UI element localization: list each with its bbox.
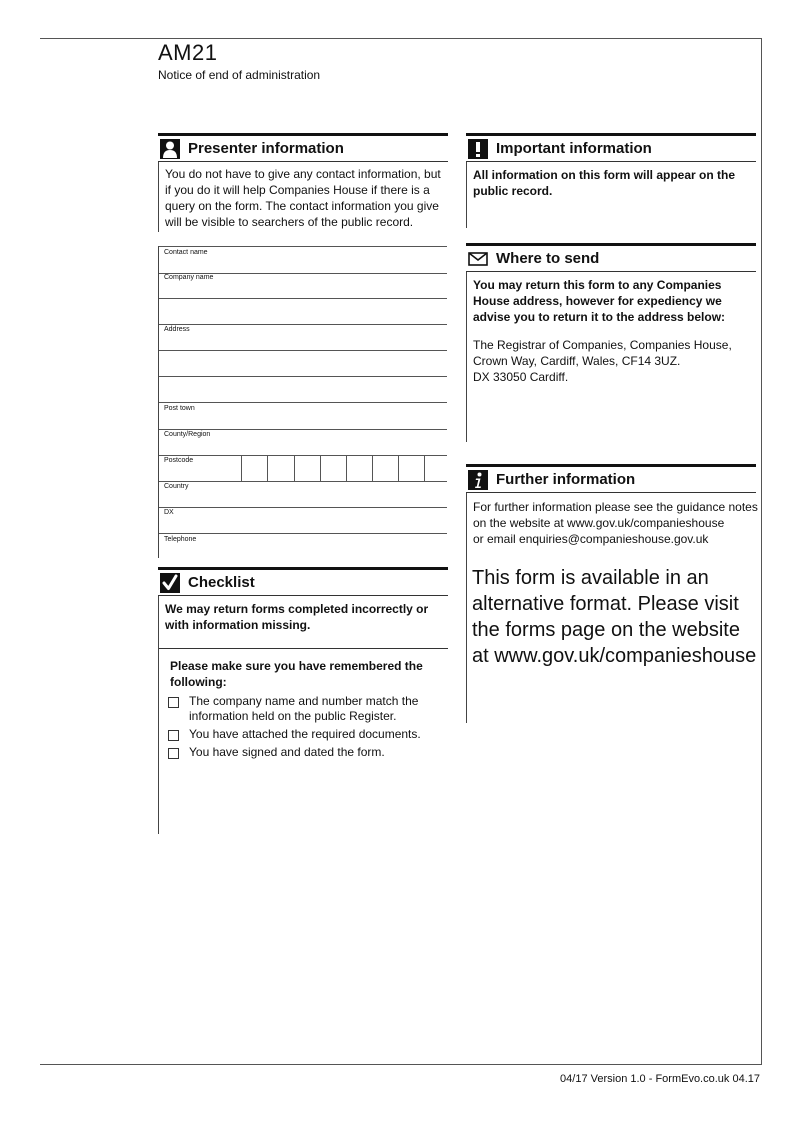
where-to-send-instructions: You may return this form to any Companies House address, however for expediency we advise you to return it to the address below: bbox=[473, 278, 726, 324]
company-name-label: Company name bbox=[164, 274, 214, 281]
checklist-divider bbox=[158, 648, 448, 649]
postcode-box-divider bbox=[398, 455, 399, 481]
checkbox[interactable] bbox=[168, 748, 179, 759]
where-to-send-left-rule bbox=[466, 272, 467, 442]
company-name-field-line2[interactable] bbox=[159, 298, 447, 325]
dx-field[interactable] bbox=[159, 507, 447, 534]
checkbox[interactable] bbox=[168, 697, 179, 708]
address-line-2: Crown Way, Cardiff, Wales, CF14 3UZ. bbox=[473, 354, 681, 368]
address-label: Address bbox=[164, 326, 190, 333]
exclamation-icon bbox=[468, 139, 488, 159]
postcode-box-divider bbox=[372, 455, 373, 481]
postcode-box-divider bbox=[241, 455, 242, 481]
bottom-rule bbox=[40, 1064, 762, 1065]
checklist-item[interactable] bbox=[168, 745, 428, 760]
address-field[interactable] bbox=[159, 324, 447, 351]
further-info-line-1: For further information please see the guidance notes bbox=[473, 500, 758, 514]
postcode-box-divider bbox=[424, 455, 425, 481]
checklist-warning: We may return forms completed incorrectly or with information missing. bbox=[165, 602, 429, 632]
form-subtitle: Notice of end of administration bbox=[158, 68, 321, 82]
check-icon bbox=[160, 573, 180, 593]
checklist-section-header bbox=[158, 567, 448, 596]
top-rule bbox=[40, 38, 762, 39]
important-text: All information on this form will appear on the public record. bbox=[473, 168, 736, 198]
further-info-left-rule bbox=[466, 493, 467, 723]
country-label: Country bbox=[164, 483, 189, 490]
postcode-box-divider bbox=[294, 455, 295, 481]
country-field[interactable] bbox=[159, 481, 447, 508]
postcode-box-divider bbox=[267, 455, 268, 481]
address-line-1: The Registrar of Companies, Companies House, bbox=[473, 338, 732, 352]
further-info-heading: Further information bbox=[496, 471, 636, 488]
checklist-item-text: You have signed and dated the form. bbox=[189, 745, 385, 759]
post-town-field[interactable] bbox=[159, 403, 447, 430]
checkbox[interactable] bbox=[168, 730, 179, 741]
checklist-item-text: The company name and number match the information held on the public Register. bbox=[189, 694, 419, 723]
county-label: County/Region bbox=[164, 431, 211, 438]
info-icon bbox=[468, 470, 488, 490]
contact-name-label: Contact name bbox=[164, 249, 208, 256]
post-town-label: Post town bbox=[164, 405, 195, 412]
important-heading: Important information bbox=[496, 140, 652, 157]
address-field-line3[interactable] bbox=[159, 376, 447, 403]
presenter-left-rule bbox=[158, 162, 159, 232]
telephone-label: Telephone bbox=[164, 536, 197, 543]
postcode-box-divider bbox=[346, 455, 347, 481]
right-rule bbox=[761, 38, 762, 1065]
checklist-item-text: You have attached the required documents. bbox=[189, 727, 421, 741]
county-field[interactable] bbox=[159, 429, 447, 456]
presenter-heading: Presenter information bbox=[188, 140, 344, 157]
further-info-section-header bbox=[466, 464, 756, 493]
dx-label: DX bbox=[164, 509, 174, 516]
presenter-intro: You do not have to give any contact information, but if you do it will help Companies House if there is a query on the form. The contact information you give will be visible to searchers of the public record. bbox=[165, 167, 441, 229]
postcode-label: Postcode bbox=[164, 457, 194, 464]
further-info-line-2: on the website at www.gov.uk/companieshouse bbox=[473, 516, 725, 530]
important-left-rule bbox=[466, 162, 467, 228]
postcode-box-divider bbox=[320, 455, 321, 481]
checklist-item[interactable] bbox=[168, 694, 428, 724]
further-info-line-3: or email enquiries@companieshouse.gov.uk bbox=[473, 532, 709, 546]
address-line-3: DX 33050 Cardiff. bbox=[473, 370, 569, 384]
important-section-header bbox=[466, 133, 756, 162]
fields-left-rule bbox=[158, 246, 159, 558]
telephone-field[interactable] bbox=[159, 534, 447, 558]
contact-name-field[interactable] bbox=[159, 246, 447, 274]
address-field-line2[interactable] bbox=[159, 350, 447, 377]
form-code: AM21 bbox=[158, 40, 218, 65]
checklist-heading: Checklist bbox=[188, 574, 255, 591]
checklist-item[interactable] bbox=[168, 727, 428, 742]
person-icon bbox=[160, 139, 180, 159]
checklist-left-rule bbox=[158, 596, 159, 834]
postcode-field[interactable] bbox=[159, 455, 447, 482]
envelope-icon bbox=[468, 249, 488, 269]
checklist-intro: Please make sure you have remembered the following: bbox=[170, 659, 423, 689]
where-to-send-heading: Where to send bbox=[496, 250, 600, 267]
presenter-section-header bbox=[158, 133, 448, 162]
alternative-format-notice: This form is available in an alternative format. Please visit the forms page on the website at www.gov.uk/companieshouse bbox=[472, 567, 757, 667]
where-to-send-section-header bbox=[466, 243, 756, 272]
company-name-field[interactable] bbox=[159, 272, 447, 299]
version-footer: 04/17 Version 1.0 - FormEvo.co.uk 04.17 bbox=[560, 1073, 760, 1085]
